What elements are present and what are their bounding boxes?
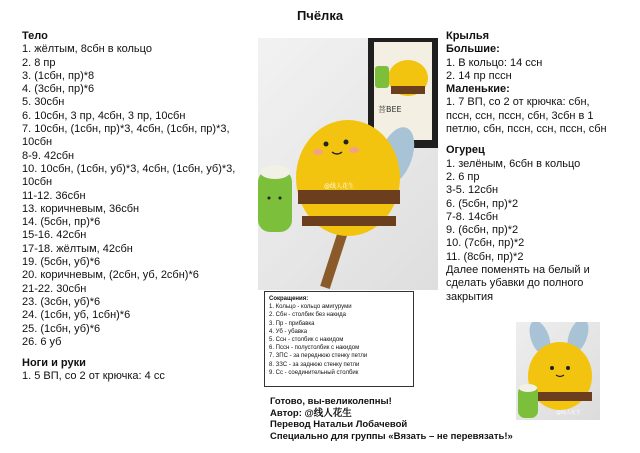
legs-pattern-line: 1. 5 ВП, со 2 от крючка: 4 сс (22, 370, 165, 383)
cucumber-pattern-line: Далее поменять на белый и (446, 264, 590, 277)
small-wings-line: пссн, ссн, пссн, сбн, 3сбн в 1 (446, 109, 594, 122)
cucumber-pattern-line: 11. (8сбн, пр)*2 (446, 250, 524, 263)
cucumber-pattern-line: 2. 6 пр (446, 170, 480, 183)
bee-photo-small (516, 322, 600, 420)
body-heading: Тело (22, 30, 48, 42)
body-pattern-line: 6. 10сбн, 3 пр, 4сбн, 3 пр, 10сбн (22, 109, 186, 122)
body-pattern-line: 14. (5сбн, пр)*6 (22, 216, 101, 229)
abbreviation-item: 2. Сбн - столбик без накида (269, 312, 347, 319)
cucumber-pattern-line: 1. зелёным, 6сбн в кольцо (446, 157, 581, 170)
cucumber-pattern-line: 9. (6сбн, пр)*2 (446, 224, 519, 237)
wings-cucumber-column (446, 30, 636, 304)
body-pattern-line: 25. (1сбн, уб)*6 (22, 322, 101, 335)
body-pattern-line: 11-12. 36сбн (22, 189, 86, 202)
page-title: Пчёлка (296, 8, 344, 23)
body-pattern-line: 10сбн (22, 176, 53, 189)
body-pattern-line: 4. (3сбн, пр)*6 (22, 83, 95, 96)
bee-photo-small-illustration (516, 322, 600, 420)
cucumber-pattern-line: закрытия (446, 290, 494, 303)
big-wings-heading: Большие: (446, 43, 500, 56)
wings-heading: Крылья (446, 30, 489, 42)
photo-watermark: @线人花生 (324, 183, 355, 190)
box-label: 菩BEE (378, 105, 402, 114)
big-wings-line: 1. В кольцо: 14 ссн (446, 56, 543, 69)
body-pattern-line: 21-22. 30сбн (22, 282, 87, 295)
bee-photo-illustration (258, 38, 438, 290)
cucumber-pattern-line: сделать убавки до полного (446, 277, 584, 290)
body-pattern-line: 24. (1сбн, уб, 1сбн)*6 (22, 309, 131, 322)
credits-line: Специально для группы «Вязать – не перевязать!» (270, 430, 513, 442)
small-wings-line: петлю, сбн, пссн, ссн, пссн, сбн (446, 123, 607, 136)
body-pattern-line: 8-9. 42сбн (22, 149, 75, 162)
cucumber-shape (258, 170, 292, 232)
section-gap (446, 136, 636, 144)
credits-line: Готово, вы-великолепны! (270, 396, 392, 407)
body-pattern-line: 13. коричневым, 36сбн (22, 202, 140, 215)
abbreviations-box (264, 291, 414, 387)
section-gap (22, 349, 262, 357)
body-pattern-line: 17-18. жёлтым, 42сбн (22, 242, 133, 255)
bee-photo (258, 38, 438, 290)
body-pattern-line: 3. (1сбн, пр)*8 (22, 69, 95, 82)
body-pattern-line: 19. (5сбн, уб)*6 (22, 256, 101, 269)
abbreviation-item: 8. ЗЗС - за заднюю стенку петли (269, 361, 360, 368)
body-pattern-line: 10. 10сбн, (1сбн, уб)*3, 4сбн, (1сбн, уб)*3, (22, 162, 236, 175)
cucumber-pattern-line: 10. (7сбн, пр)*2 (446, 237, 525, 250)
abbreviations-list (269, 303, 409, 377)
cucumber-heading: Огурец (446, 144, 485, 157)
body-pattern-line: 7. 10сбн, (1сбн, пр)*3, 4сбн, (1сбн, пр)*3, (22, 123, 230, 136)
body-pattern-line: 10сбн (22, 136, 53, 149)
body-pattern-line: 2. 8 пр (22, 56, 56, 69)
small-wings-line: 1. 7 ВП, со 2 от крючка: сбн, (446, 96, 590, 109)
body-pattern-column (22, 30, 262, 384)
abbreviation-item: 7. ЗПС - за переднюю стенку петли (269, 353, 368, 360)
cucumber-pattern-line: 6. (5сбн, пр)*2 (446, 197, 519, 210)
abbreviation-item: 4. Уб - убавка (269, 328, 308, 335)
body-pattern-line: 26. 6 уб (22, 335, 62, 348)
body-pattern-line: 23. (3сбн, уб)*6 (22, 295, 101, 308)
small-photo-watermark: @线人花生 (556, 410, 582, 416)
abbreviation-item: 9. Сс - соединительный столбик (269, 369, 359, 376)
big-wings-line: 2. 14 пр пссн (446, 69, 512, 82)
abbreviation-item: 1. Кольцо - кольцо амигуруми (269, 304, 352, 311)
legs-arms-heading: Ноги и руки (22, 357, 86, 370)
body-pattern-line: 1. жёлтым, 8сбн в кольцо (22, 43, 152, 56)
body-pattern-line: 20. коричневым, (2сбн, уб, 2сбн)*6 (22, 269, 199, 282)
small-wings-heading: Маленькие: (446, 83, 510, 96)
abbreviations-heading: Сокращения: (269, 296, 309, 302)
cucumber-pattern-line: 7-8. 14сбн (446, 210, 499, 223)
body-pattern-line: 15-16. 42сбн (22, 229, 87, 242)
abbreviation-item: 5. Ссн - столбик с накидом (269, 337, 344, 344)
abbreviation-item: 3. Пр - прибавка (269, 320, 315, 327)
credits-line: Перевод Натальи Лобачевой (270, 419, 408, 431)
cucumber-pattern-line: 3-5. 12сбн (446, 184, 499, 197)
abbreviation-item: 6. Пссн - полустолбик с накидом (269, 345, 360, 352)
body-pattern-line: 5. 30сбн (22, 96, 65, 109)
credits-line: Автор: @线人花生 (270, 407, 352, 419)
